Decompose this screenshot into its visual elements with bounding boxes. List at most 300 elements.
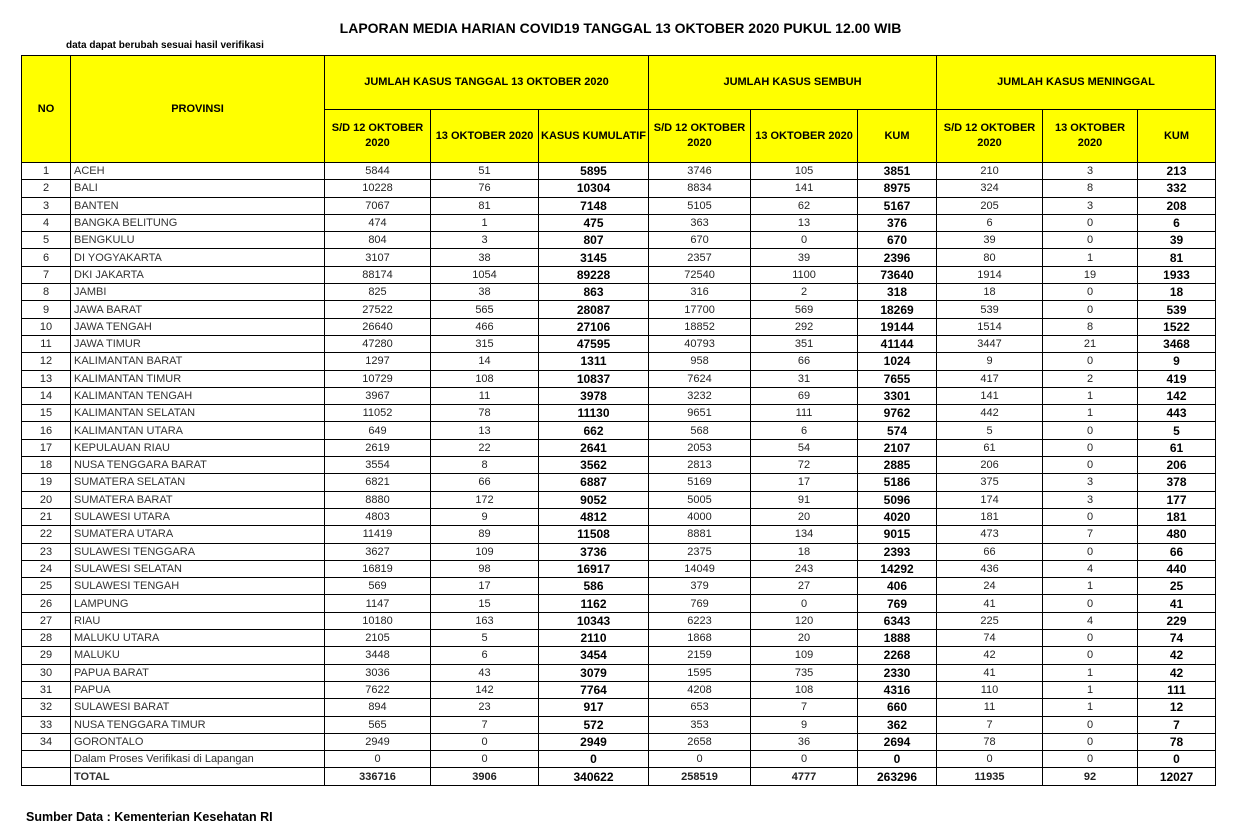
table-row xyxy=(22,163,1216,180)
header-provinsi: PROVINSI xyxy=(71,56,325,163)
cell-kasus-sd: 1147 xyxy=(325,595,431,612)
table-row xyxy=(22,318,1216,335)
cell-provinsi: SUMATERA SELATAN xyxy=(71,474,325,491)
cell-no: 13 xyxy=(22,370,71,387)
cell-meninggal-sd: 225 xyxy=(937,612,1043,629)
cell-meninggal-hari: 0 xyxy=(1043,595,1138,612)
table-row xyxy=(22,457,1216,474)
cell-provinsi: BALI xyxy=(71,180,325,197)
cell-sembuh-kum: 2694 xyxy=(858,733,937,750)
cell-provinsi: MALUKU UTARA xyxy=(71,630,325,647)
cell-sembuh-hari: 62 xyxy=(751,197,858,214)
cell-meninggal-sd: 1514 xyxy=(937,318,1043,335)
cell-meninggal-hari: 0 xyxy=(1043,439,1138,456)
cell-meninggal-sd: 41 xyxy=(937,595,1043,612)
cell-sembuh-hari: 105 xyxy=(751,163,858,180)
cell-kasus-sd: 5844 xyxy=(325,163,431,180)
cell-meninggal-hari: 1 xyxy=(1043,681,1138,698)
cell-sembuh-sd: 1595 xyxy=(649,664,751,681)
cell-meninggal-sd: 24 xyxy=(937,578,1043,595)
cell-sembuh-sd: 353 xyxy=(649,716,751,733)
cell-sembuh-kum: 376 xyxy=(858,214,937,231)
cell-sembuh-hari: 39 xyxy=(751,249,858,266)
cell-kasus-sd: 7067 xyxy=(325,197,431,214)
cell-meninggal-kum: 7 xyxy=(1138,716,1216,733)
cell-meninggal-kum: 42 xyxy=(1138,647,1216,664)
cell-no: 30 xyxy=(22,664,71,681)
cell-meninggal-kum: 18 xyxy=(1138,284,1216,301)
cell-meninggal-kum: 81 xyxy=(1138,249,1216,266)
cell-sembuh-sd: 4208 xyxy=(649,681,751,698)
cell-provinsi: JAWA TENGAH xyxy=(71,318,325,335)
cell-sembuh-hari: 54 xyxy=(751,439,858,456)
cell-meninggal-hari: 0 xyxy=(1043,508,1138,525)
cell-meninggal-kum: 206 xyxy=(1138,457,1216,474)
table-row xyxy=(22,508,1216,525)
table-row xyxy=(22,699,1216,716)
cell-sembuh-kum: 41144 xyxy=(858,335,937,352)
cell-sembuh-sd: 5169 xyxy=(649,474,751,491)
cell-provinsi: DI YOGYAKARTA xyxy=(71,249,325,266)
cell-meninggal-hari: 3 xyxy=(1043,491,1138,508)
cell-sembuh-kum: 73640 xyxy=(858,266,937,283)
cell-provinsi: BENGKULU xyxy=(71,232,325,249)
cell-meninggal-hari: 0 xyxy=(1043,733,1138,750)
cell-kasus-sd: 10228 xyxy=(325,180,431,197)
cell-no: 16 xyxy=(22,422,71,439)
table-row xyxy=(22,180,1216,197)
cell-meninggal-hari: 0 xyxy=(1043,422,1138,439)
cell-no: 22 xyxy=(22,526,71,543)
cell-sembuh-kum: 6343 xyxy=(858,612,937,629)
cell-kasus-kumulatif: 27106 xyxy=(539,318,649,335)
cell-sembuh-sd: 8834 xyxy=(649,180,751,197)
cell-kasus-sd: 7622 xyxy=(325,681,431,698)
cell-sembuh-hari: 0 xyxy=(751,595,858,612)
cell-sembuh-sd: 2658 xyxy=(649,733,751,750)
report-subtitle: data dapat berubah sesuai hasil verifikasi xyxy=(66,40,264,51)
cell-kasus-sd: 6821 xyxy=(325,474,431,491)
header-meninggal-hari: 13 OKTOBER 2020 xyxy=(1043,110,1138,163)
cell-provinsi: JAMBI xyxy=(71,284,325,301)
cell-sembuh-sd: 18852 xyxy=(649,318,751,335)
table-row xyxy=(22,491,1216,508)
cell-sembuh-sd: 2375 xyxy=(649,543,751,560)
cell-meninggal-hari: 1 xyxy=(1043,699,1138,716)
cell-kasus-hari: 0 xyxy=(431,751,539,768)
header-kasus-kumulatif: KASUS KUMULATIF xyxy=(539,110,649,163)
cell-kasus-hari: 17 xyxy=(431,578,539,595)
cell-sembuh-kum: 19144 xyxy=(858,318,937,335)
cell-kasus-hari: 315 xyxy=(431,335,539,352)
cell-no: 1 xyxy=(22,163,71,180)
cell-meninggal-hari: 0 xyxy=(1043,543,1138,560)
cell-kasus-kumulatif: 7148 xyxy=(539,197,649,214)
cell-sembuh-sd: 14049 xyxy=(649,560,751,577)
header-meninggal-sd: S/D 12 OKTOBER 2020 xyxy=(937,110,1043,163)
cell-sembuh-hari: 13 xyxy=(751,214,858,231)
cell-sembuh-hari: 141 xyxy=(751,180,858,197)
cell-meninggal-kum: 419 xyxy=(1138,370,1216,387)
cell-sembuh-sd: 670 xyxy=(649,232,751,249)
cell-provinsi: GORONTALO xyxy=(71,733,325,750)
cell-sembuh-kum: 0 xyxy=(858,751,937,768)
cell-sembuh-sd: 958 xyxy=(649,353,751,370)
table-row xyxy=(22,266,1216,283)
cell-sembuh-hari: 27 xyxy=(751,578,858,595)
cell-kasus-sd: 3627 xyxy=(325,543,431,560)
cell-provinsi: SULAWESI TENGAH xyxy=(71,578,325,595)
cell-sembuh-hari: 108 xyxy=(751,681,858,698)
cell-no: 11 xyxy=(22,335,71,352)
cell-sembuh-sd: 3746 xyxy=(649,163,751,180)
cell-kasus-kumulatif: 917 xyxy=(539,699,649,716)
table-body xyxy=(22,163,1216,786)
cell-kasus-hari: 22 xyxy=(431,439,539,456)
cell-sembuh-kum: 406 xyxy=(858,578,937,595)
cell-no: 27 xyxy=(22,612,71,629)
cell-kasus-sd: 47280 xyxy=(325,335,431,352)
cell-sembuh-sd: 7624 xyxy=(649,370,751,387)
cell-meninggal-sd: 78 xyxy=(937,733,1043,750)
cell-sembuh-hari: 134 xyxy=(751,526,858,543)
cell-meninggal-hari: 19 xyxy=(1043,266,1138,283)
cell-sembuh-hari: 36 xyxy=(751,733,858,750)
cell-sembuh-kum: 2107 xyxy=(858,439,937,456)
cell-kasus-sd: 10729 xyxy=(325,370,431,387)
cell-kasus-sd: 4803 xyxy=(325,508,431,525)
cell-meninggal-hari: 1 xyxy=(1043,387,1138,404)
cell-meninggal-kum: 142 xyxy=(1138,387,1216,404)
cell-sembuh-kum: 1024 xyxy=(858,353,937,370)
cell-meninggal-sd: 205 xyxy=(937,197,1043,214)
cell-meninggal-sd: 473 xyxy=(937,526,1043,543)
cell-meninggal-kum: 111 xyxy=(1138,681,1216,698)
cell-kasus-hari: 1054 xyxy=(431,266,539,283)
cell-sembuh-hari: 6 xyxy=(751,422,858,439)
cell-kasus-kumulatif: 340622 xyxy=(539,768,649,785)
cell-meninggal-kum: 5 xyxy=(1138,422,1216,439)
cell-kasus-kumulatif: 2949 xyxy=(539,733,649,750)
cell-kasus-sd: 11419 xyxy=(325,526,431,543)
table-row xyxy=(22,751,1216,768)
cell-no: 32 xyxy=(22,699,71,716)
cell-provinsi: SULAWESI TENGGARA xyxy=(71,543,325,560)
cell-provinsi: SUMATERA UTARA xyxy=(71,526,325,543)
cell-kasus-sd: 649 xyxy=(325,422,431,439)
cell-meninggal-hari: 1 xyxy=(1043,578,1138,595)
cell-sembuh-hari: 351 xyxy=(751,335,858,352)
cell-kasus-sd: 27522 xyxy=(325,301,431,318)
cell-sembuh-kum: 670 xyxy=(858,232,937,249)
cell-kasus-hari: 14 xyxy=(431,353,539,370)
header-meninggal-kum: KUM xyxy=(1138,110,1216,163)
cell-kasus-sd: 2619 xyxy=(325,439,431,456)
cell-kasus-sd: 88174 xyxy=(325,266,431,283)
cell-meninggal-sd: 5 xyxy=(937,422,1043,439)
cell-kasus-sd: 10180 xyxy=(325,612,431,629)
cell-no: 26 xyxy=(22,595,71,612)
cell-meninggal-hari: 0 xyxy=(1043,214,1138,231)
cell-sembuh-kum: 7655 xyxy=(858,370,937,387)
cell-kasus-hari: 7 xyxy=(431,716,539,733)
cell-kasus-hari: 9 xyxy=(431,508,539,525)
cell-provinsi: KEPULAUAN RIAU xyxy=(71,439,325,456)
cell-provinsi: NUSA TENGGARA BARAT xyxy=(71,457,325,474)
cell-sembuh-hari: 17 xyxy=(751,474,858,491)
cell-provinsi: TOTAL xyxy=(71,768,325,785)
cell-meninggal-hari: 0 xyxy=(1043,457,1138,474)
cell-provinsi: RIAU xyxy=(71,612,325,629)
cell-kasus-kumulatif: 586 xyxy=(539,578,649,595)
report-title: LAPORAN MEDIA HARIAN COVID19 TANGGAL 13 OKTOBER 2020 PUKUL 12.00 WIB xyxy=(339,20,902,36)
cell-meninggal-hari: 0 xyxy=(1043,232,1138,249)
cell-sembuh-sd: 363 xyxy=(649,214,751,231)
cell-meninggal-sd: 0 xyxy=(937,751,1043,768)
cell-no: 15 xyxy=(22,405,71,422)
cell-sembuh-sd: 2357 xyxy=(649,249,751,266)
cell-kasus-kumulatif: 10837 xyxy=(539,370,649,387)
cell-sembuh-hari: 243 xyxy=(751,560,858,577)
cell-kasus-hari: 38 xyxy=(431,284,539,301)
cell-meninggal-sd: 141 xyxy=(937,387,1043,404)
cell-kasus-hari: 5 xyxy=(431,630,539,647)
cell-sembuh-kum: 14292 xyxy=(858,560,937,577)
cell-kasus-sd: 894 xyxy=(325,699,431,716)
cell-sembuh-hari: 18 xyxy=(751,543,858,560)
cell-no: 34 xyxy=(22,733,71,750)
cell-meninggal-sd: 11935 xyxy=(937,768,1043,785)
table-row xyxy=(22,405,1216,422)
cell-provinsi: ACEH xyxy=(71,163,325,180)
cell-kasus-hari: 23 xyxy=(431,699,539,716)
cell-sembuh-sd: 3232 xyxy=(649,387,751,404)
cell-meninggal-hari: 8 xyxy=(1043,318,1138,335)
cell-sembuh-kum: 9762 xyxy=(858,405,937,422)
cell-sembuh-kum: 362 xyxy=(858,716,937,733)
cell-kasus-kumulatif: 1162 xyxy=(539,595,649,612)
cell-sembuh-hari: 0 xyxy=(751,751,858,768)
cell-sembuh-sd: 0 xyxy=(649,751,751,768)
cell-no: 28 xyxy=(22,630,71,647)
header-group-meninggal: JUMLAH KASUS MENINGGAL xyxy=(937,56,1216,110)
cell-kasus-kumulatif: 3454 xyxy=(539,647,649,664)
cell-provinsi: SULAWESI BARAT xyxy=(71,699,325,716)
cell-sembuh-sd: 72540 xyxy=(649,266,751,283)
cell-provinsi: SULAWESI UTARA xyxy=(71,508,325,525)
cell-kasus-sd: 2949 xyxy=(325,733,431,750)
cell-provinsi: JAWA TIMUR xyxy=(71,335,325,352)
cell-kasus-hari: 66 xyxy=(431,474,539,491)
cell-no xyxy=(22,768,71,785)
source-note: Sumber Data : Kementerian Kesehatan RI xyxy=(26,810,273,824)
cell-no xyxy=(22,751,71,768)
cell-sembuh-kum: 263296 xyxy=(858,768,937,785)
table-row xyxy=(22,422,1216,439)
cell-kasus-hari: 109 xyxy=(431,543,539,560)
cell-meninggal-kum: 1522 xyxy=(1138,318,1216,335)
cell-sembuh-hari: 109 xyxy=(751,647,858,664)
cell-meninggal-sd: 9 xyxy=(937,353,1043,370)
cell-kasus-hari: 89 xyxy=(431,526,539,543)
cell-meninggal-hari: 4 xyxy=(1043,560,1138,577)
header-sembuh-hari: 13 OKTOBER 2020 xyxy=(751,110,858,163)
cell-meninggal-kum: 0 xyxy=(1138,751,1216,768)
cell-sembuh-kum: 5186 xyxy=(858,474,937,491)
cell-sembuh-kum: 5096 xyxy=(858,491,937,508)
cell-meninggal-sd: 174 xyxy=(937,491,1043,508)
cell-kasus-kumulatif: 662 xyxy=(539,422,649,439)
cell-kasus-hari: 81 xyxy=(431,197,539,214)
table-row xyxy=(22,474,1216,491)
cell-kasus-hari: 0 xyxy=(431,733,539,750)
cell-kasus-kumulatif: 0 xyxy=(539,751,649,768)
cell-sembuh-kum: 2268 xyxy=(858,647,937,664)
cell-no: 12 xyxy=(22,353,71,370)
cell-sembuh-sd: 653 xyxy=(649,699,751,716)
cell-sembuh-hari: 72 xyxy=(751,457,858,474)
cell-sembuh-kum: 1888 xyxy=(858,630,937,647)
table-row xyxy=(22,578,1216,595)
cell-kasus-kumulatif: 11130 xyxy=(539,405,649,422)
cell-no: 18 xyxy=(22,457,71,474)
table-row xyxy=(22,249,1216,266)
cell-kasus-hari: 1 xyxy=(431,214,539,231)
cell-sembuh-kum: 769 xyxy=(858,595,937,612)
cell-provinsi: SUMATERA BARAT xyxy=(71,491,325,508)
cell-meninggal-hari: 3 xyxy=(1043,163,1138,180)
cell-meninggal-kum: 378 xyxy=(1138,474,1216,491)
cell-meninggal-kum: 6 xyxy=(1138,214,1216,231)
cell-kasus-hari: 98 xyxy=(431,560,539,577)
cell-kasus-kumulatif: 807 xyxy=(539,232,649,249)
table-row xyxy=(22,543,1216,560)
cell-no: 20 xyxy=(22,491,71,508)
cell-no: 10 xyxy=(22,318,71,335)
cell-kasus-sd: 3967 xyxy=(325,387,431,404)
cell-kasus-sd: 26640 xyxy=(325,318,431,335)
cell-kasus-hari: 8 xyxy=(431,457,539,474)
table-row xyxy=(22,526,1216,543)
cell-meninggal-hari: 0 xyxy=(1043,630,1138,647)
cell-kasus-kumulatif: 10304 xyxy=(539,180,649,197)
cell-meninggal-kum: 539 xyxy=(1138,301,1216,318)
cell-no: 24 xyxy=(22,560,71,577)
cell-meninggal-hari: 7 xyxy=(1043,526,1138,543)
cell-meninggal-kum: 208 xyxy=(1138,197,1216,214)
table-row xyxy=(22,284,1216,301)
cell-sembuh-hari: 91 xyxy=(751,491,858,508)
cell-meninggal-hari: 0 xyxy=(1043,301,1138,318)
cell-no: 25 xyxy=(22,578,71,595)
cell-meninggal-hari: 0 xyxy=(1043,284,1138,301)
cell-kasus-kumulatif: 89228 xyxy=(539,266,649,283)
cell-meninggal-kum: 61 xyxy=(1138,439,1216,456)
cell-meninggal-hari: 0 xyxy=(1043,353,1138,370)
cell-kasus-sd: 3107 xyxy=(325,249,431,266)
cell-kasus-hari: 3 xyxy=(431,232,539,249)
cell-kasus-sd: 1297 xyxy=(325,353,431,370)
cell-kasus-kumulatif: 4812 xyxy=(539,508,649,525)
cell-no: 33 xyxy=(22,716,71,733)
table-row xyxy=(22,439,1216,456)
cell-sembuh-kum: 3851 xyxy=(858,163,937,180)
cell-meninggal-sd: 66 xyxy=(937,543,1043,560)
cell-sembuh-kum: 4020 xyxy=(858,508,937,525)
cell-provinsi: BANTEN xyxy=(71,197,325,214)
cell-meninggal-kum: 25 xyxy=(1138,578,1216,595)
cell-kasus-sd: 336716 xyxy=(325,768,431,785)
cell-meninggal-sd: 417 xyxy=(937,370,1043,387)
cell-kasus-hari: 108 xyxy=(431,370,539,387)
cell-kasus-kumulatif: 11508 xyxy=(539,526,649,543)
cell-meninggal-kum: 181 xyxy=(1138,508,1216,525)
cell-sembuh-hari: 4777 xyxy=(751,768,858,785)
table-row xyxy=(22,733,1216,750)
cell-sembuh-kum: 2393 xyxy=(858,543,937,560)
cell-kasus-sd: 804 xyxy=(325,232,431,249)
header-sembuh-sd: S/D 12 OKTOBER 2020 xyxy=(649,110,751,163)
cell-sembuh-hari: 9 xyxy=(751,716,858,733)
cell-no: 23 xyxy=(22,543,71,560)
cell-sembuh-hari: 111 xyxy=(751,405,858,422)
cell-meninggal-sd: 80 xyxy=(937,249,1043,266)
cell-kasus-kumulatif: 7764 xyxy=(539,681,649,698)
cell-kasus-sd: 11052 xyxy=(325,405,431,422)
cell-meninggal-sd: 181 xyxy=(937,508,1043,525)
cell-provinsi: JAWA BARAT xyxy=(71,301,325,318)
cell-meninggal-kum: 1933 xyxy=(1138,266,1216,283)
cell-provinsi: KALIMANTAN TIMUR xyxy=(71,370,325,387)
cell-meninggal-kum: 213 xyxy=(1138,163,1216,180)
cell-meninggal-kum: 480 xyxy=(1138,526,1216,543)
cell-meninggal-sd: 39 xyxy=(937,232,1043,249)
table-row xyxy=(22,353,1216,370)
cell-kasus-hari: 15 xyxy=(431,595,539,612)
cell-sembuh-kum: 2396 xyxy=(858,249,937,266)
cell-sembuh-hari: 2 xyxy=(751,284,858,301)
cell-kasus-hari: 78 xyxy=(431,405,539,422)
cell-meninggal-kum: 78 xyxy=(1138,733,1216,750)
header-group-sembuh: JUMLAH KASUS SEMBUH xyxy=(649,56,937,110)
cell-kasus-hari: 466 xyxy=(431,318,539,335)
cell-provinsi: NUSA TENGGARA TIMUR xyxy=(71,716,325,733)
table-row xyxy=(22,716,1216,733)
table-row xyxy=(22,197,1216,214)
cell-meninggal-kum: 12 xyxy=(1138,699,1216,716)
cell-meninggal-kum: 3468 xyxy=(1138,335,1216,352)
cell-meninggal-kum: 12027 xyxy=(1138,768,1216,785)
cell-sembuh-kum: 2885 xyxy=(858,457,937,474)
cell-kasus-sd: 8880 xyxy=(325,491,431,508)
cell-provinsi: SULAWESI SELATAN xyxy=(71,560,325,577)
table-row xyxy=(22,595,1216,612)
cell-no: 14 xyxy=(22,387,71,404)
cell-kasus-sd: 2105 xyxy=(325,630,431,647)
cell-sembuh-kum: 574 xyxy=(858,422,937,439)
cell-kasus-hari: 6 xyxy=(431,647,539,664)
cell-sembuh-sd: 5005 xyxy=(649,491,751,508)
cell-sembuh-hari: 69 xyxy=(751,387,858,404)
cell-sembuh-hari: 292 xyxy=(751,318,858,335)
cell-no: 21 xyxy=(22,508,71,525)
cell-kasus-kumulatif: 9052 xyxy=(539,491,649,508)
cell-sembuh-hari: 7 xyxy=(751,699,858,716)
table-row xyxy=(22,370,1216,387)
cell-meninggal-kum: 66 xyxy=(1138,543,1216,560)
cell-meninggal-hari: 1 xyxy=(1043,405,1138,422)
cell-meninggal-hari: 0 xyxy=(1043,751,1138,768)
